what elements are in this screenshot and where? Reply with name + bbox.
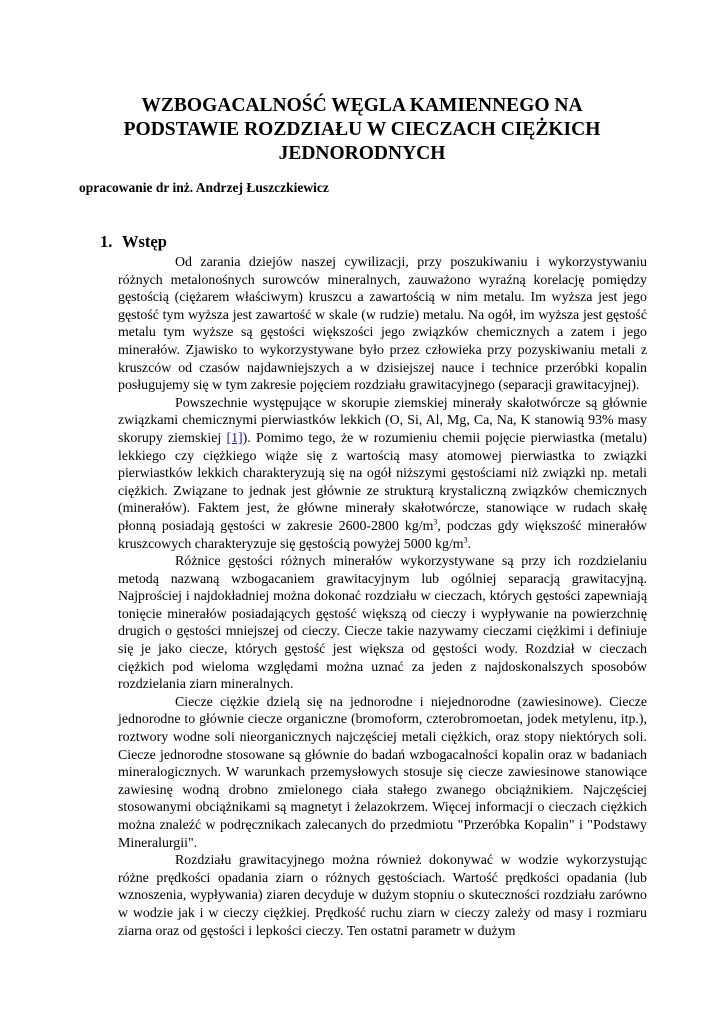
citation-link[interactable]: [1] [226,430,243,446]
title-line-2: PODSTAWIE ROZDZIAŁU W CIECZACH CIĘŻKICH [123,119,601,140]
paragraph-2 [118,395,647,553]
section-number: 1. [100,232,113,251]
paragraph-2-text-b: ). Pomimo tego, że w rozumieniu chemii pojęcie pierwiastka (metalu) lekkiego czy ciężkiego wiąże się z wartością masy atomowej pierwiastka to związki pierwiastków lekkich charakteryzują się na ogół niższymi gęstościami niż związki np. metali ciężkich. Związane to jednak jest głównie ze strukturą krystaliczną związków chemicznych (minerałów). Faktem jest, że główne minerały skałotwórcze, stanowiące w rudach skałę płonną posiadają gęstości w zakresie 2600-2800 kg/m [118,430,647,534]
paragraph-5: Rozdziału grawitacyjnego można również dokonywać w wodzie wykorzystując różne prędkości opadania ziarn o różnych gęstościach. Wartość prędkości opadania (lub wznoszenia, wypływania) ziaren decyduje w dużym stopniu o skuteczności rozdziału zarówno w wodzie jak i w cieczy ciężkiej. Prędkość ruchu ziarn w cieczy zależy od masy i rozmiaru ziarna oraz od gęstości i lepkości cieczy. Ten ostatni parametr w dużym [118,853,647,939]
document-title [80,94,644,166]
title-line-3: JEDNORODNYCH [278,143,446,164]
paragraph-1: Od zarania dziejów naszej cywilizacji, przy poszukiwaniu i wykorzystywaniu różnych metalonośnych surowców mineralnych, zauważono wyraźną korelację pomiędzy gęstością (ciężarem właściwym) kruszcu a zawartością w nim metalu. Im wyższa jest jego gęstość tym wyższa jest zawartość w skale (w rudzie) metalu. Na ogół, im wyższa jest gęstość metalu tym wyższe są gęstości większości jego związków chemicznych a zatem i jego minerałów. Zjawisko to wykorzystywane było przez człowieka przy pozyskiwaniu metali z kruszców od czasów najdawniejszych a w dzisiejszej nauce i technice przeróbki kopalin posługujemy się w tym zakresie pojęciem rozdziału grawitacyjnego (separacji grawitacyjnej). [118,255,647,394]
paragraph-2-text-d: . [467,536,472,552]
paragraph-4: Ciecze ciężkie dzielą się na jednorodne i niejednorodne (zawiesinowe). Ciecze jednorodne to głównie ciecze organiczne (bromoform, czterobromoetan, jodek metylenu, itp.), roztwory wodne soli nieorganicznych najczęściej metali ciężkich, oraz stopy niektórych soli. Ciecze jednorodne stosowane są głównie do badań wzbogacalności kopalin oraz w badaniach mineralogicznych. W warunkach przemysłowych stosuje się ciecze zawiesinowe stanowiące zawiesinę wodną drobno zmielonego ciała stałego zwanego obciążnikiem. Najczęściej stosowanymi obciążnikami są magnetyt i żelazokrzem. Więcej informacji o cieczach ciężkich można znaleźć w podręcznikach zalecanych do przedmiotu "Przeróbka Kopalin" i "Podstawy Mineralurgii". [118,694,647,851]
superscript-3: 3 [463,534,468,544]
section-title: Wstęp [122,232,167,251]
superscript-3: 3 [433,517,438,527]
paragraph-3: Różnice gęstości różnych minerałów wykorzystywane są przy ich rozdzielaniu metodą nazwaną wzbogacaniem grawitacyjnym lub ogólniej separacją grawitacyjną. Najprościej i najdokładniej można dokonać rozdziału w cieczach, których gęstości zapewniają tonięcie minerałów posiadających gęstość większą od cieczy i wypływanie na powierzchnię drugich o gęstości mniejszej od cieczy. Ciecze takie nazywamy cieczami ciężkimi i definiuje się je jako ciecze, których gęstość jest większa od gęstości wody. Rozdział w cieczach ciężkich pod wieloma względami można uznać za jeden z najdoskonalszych sposobów rozdzielania ziarn mineralnych. [118,554,647,693]
body-text [118,254,647,940]
paragraph-2-text-a: Powszechnie występujące w skorupie ziemskiej minerały skałotwórcze są głównie związkami chemicznymi pierwiastków lekkich (O, Si, Al, Mg, Ca, Na, K stanowią 93% masy skorupy ziemskiej [118,395,647,446]
title-line-1: WZBOGACALNOŚĆ WĘGLA KAMIENNEGO NA [141,95,583,116]
section-heading [100,232,167,252]
author-line: opracowanie dr inż. Andrzej Łuszczkiewicz [79,180,329,195]
paragraph-2-text-c: , podczas gdy większość minerałów kruszcowych charakteryzuje się gęstością powyżej 5000 kg/m [118,518,647,552]
